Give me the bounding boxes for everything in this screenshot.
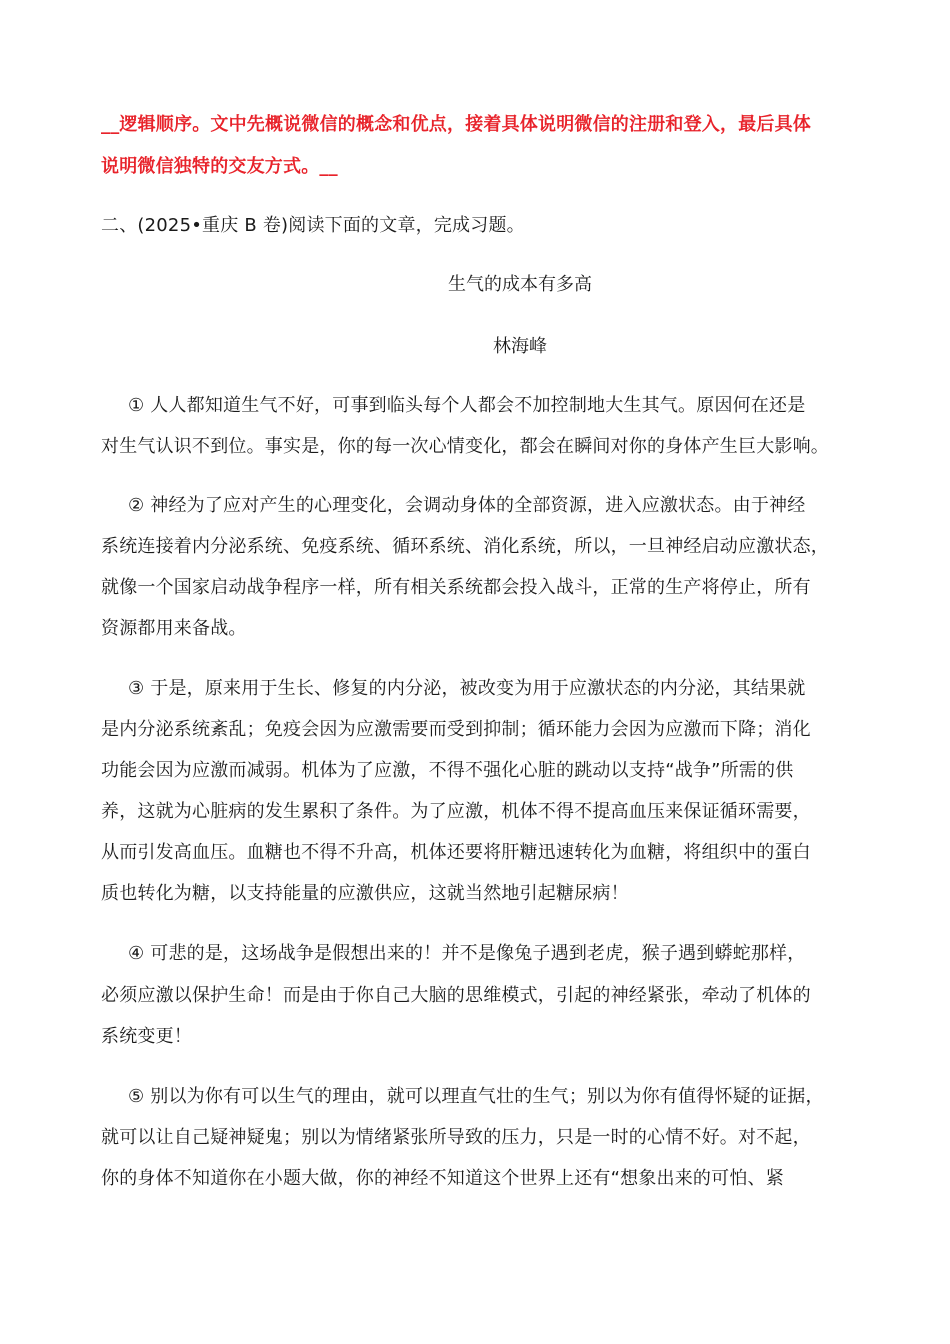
paragraph-4-line-1: ④ 可悲的是，这场战争是假想出来的！并不是像兔子遇到老虎，猴子遇到蟒蛇那样， (128, 943, 806, 964)
article-title: 生气的成本有多高 (448, 274, 592, 295)
paragraph-5-line-3: 你的身体不知道你在小题大做，你的神经不知道这个世界上还有“想象出来的可怕、紧 (101, 1168, 784, 1189)
answer-line-1: __逻辑顺序。文中先概说微信的概念和优点，接着具体说明微信的注册和登入，最后具体 (101, 114, 811, 135)
paragraph-2-line-1: ② 神经为了应对产生的心理变化，会调动身体的全部资源，进入应激状态。由于神经 (128, 495, 806, 516)
paragraph-2-line-4: 资源都用来备战。 (101, 618, 247, 639)
paragraph-3-line-1: ③ 于是，原来用于生长、修复的内分泌，被改变为用于应激状态的内分泌，其结果就 (128, 678, 806, 699)
paragraph-3-line-4: 养，这就为心脏病的发生累积了条件。为了应激，机体不得不提高血压来保证循环需要， (101, 801, 811, 822)
paragraph-3-line-2: 是内分泌系统紊乱；免疫会因为应激需要而受到抑制；循环能力会因为应激而下降；消化 (101, 719, 811, 740)
paragraph-2-line-3: 就像一个国家启动战争程序一样，所有相关系统都会投入战斗，正常的生产将停止，所有 (101, 577, 811, 598)
paragraph-4-line-3: 系统变更！ (101, 1026, 192, 1047)
section-heading: 二、(2025•重庆 B 卷)阅读下面的文章，完成习题。 (101, 215, 525, 236)
paragraph-3-line-5: 从而引发高血压。血糖也不得不升高，机体还要将肝糖迅速转化为血糖，将组织中的蛋白 (101, 842, 811, 863)
article-author: 林海峰 (493, 336, 547, 357)
paragraph-3-line-3: 功能会因为应激而减弱。机体为了应激，不得不强化心脏的跳动以支持“战争”所需的供 (101, 760, 794, 781)
paragraph-1-line-2: 对生气认识不到位。事实是，你的每一次心情变化，都会在瞬间对你的身体产生巨大影响。 (101, 436, 829, 457)
paragraph-5-line-1: ⑤ 别以为你有可以生气的理由，就可以理直气壮的生气；别以为你有值得怀疑的证据， (128, 1086, 824, 1107)
paragraph-4-line-2: 必须应激以保护生命！而是由于你自己大脑的思维模式，引起的神经紧张，牵动了机体的 (101, 985, 811, 1006)
paragraph-1-line-1: ① 人人都知道生气不好，可事到临头每个人都会不加控制地大生其气。原因何在还是 (128, 395, 806, 416)
paragraph-5-line-2: 就可以让自己疑神疑鬼；别以为情绪紧张所导致的压力，只是一时的心情不好。对不起， (101, 1127, 811, 1148)
answer-line-2: 说明微信独特的交友方式。__ (101, 156, 338, 177)
paragraph-3-line-6: 质也转化为糖，以支持能量的应激供应，这就当然地引起糖尿病！ (101, 883, 629, 904)
paragraph-2-line-2: 系统连接着内分泌系统、免疫系统、循环系统、消化系统，所以，一旦神经启动应激状态， (101, 536, 829, 557)
